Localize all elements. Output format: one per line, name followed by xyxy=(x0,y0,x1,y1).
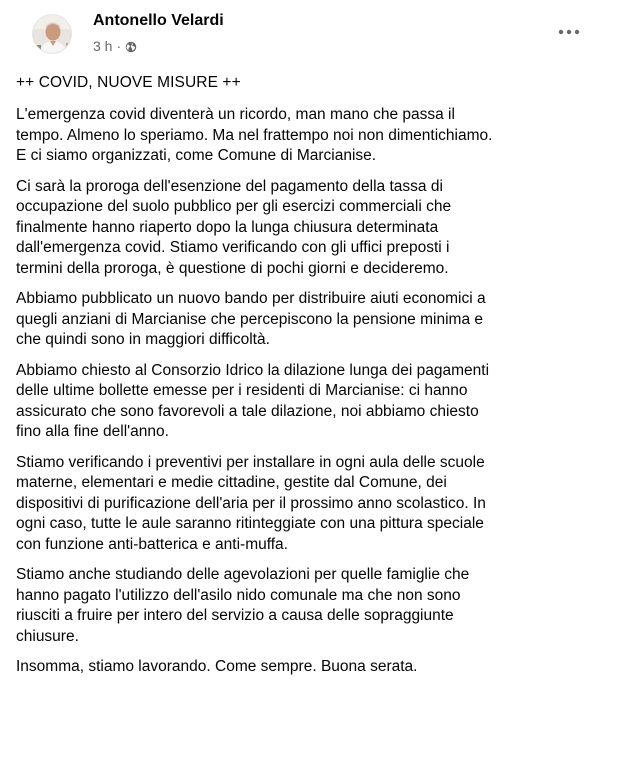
avatar-photo xyxy=(33,15,72,54)
post-paragraph: Abbiamo chiesto al Consorzio Idrico la dilazione lunga dei pagamenti delle ultime bollette emesse per i residenti di Marcianise: ci hanno assicurato che sono favorevoli a tale dilazione, noi abbiamo chiesto fino alla fine dell'anno. xyxy=(16,361,490,440)
author-name[interactable]: Antonello Velardi xyxy=(93,12,224,29)
post-header xyxy=(16,0,601,64)
post-body xyxy=(16,105,606,688)
globe-icon[interactable] xyxy=(125,40,137,52)
post-paragraph: Ci sarà la proroga dell'esenzione del pagamento della tassa di occupazione del suolo pubblico per gli esercizi commerciali che finalmente hanno riaperto dopo la lunga chiusura determinata dall'emergenza covid. Stiamo verificando con gli uffici preposti i termini della proroga, è questione di pochi giorni e decideremo. xyxy=(16,177,452,277)
more-options-icon[interactable] xyxy=(551,18,587,46)
post-title: ++ COVID, NUOVE MISURE ++ xyxy=(16,74,241,91)
post-paragraph: Abbiamo pubblicato un nuovo bando per distribuire aiuti economici a quegli anziani di Marcianise che percepiscono la pensione minima e che quindi sono in maggiori difficoltà. xyxy=(16,290,486,348)
post-paragraph: Insomma, stiamo lavorando. Come sempre. Buona serata. xyxy=(16,658,418,675)
post-timestamp[interactable]: 3 h xyxy=(93,38,113,54)
meta-separator: · xyxy=(116,38,122,54)
post-paragraph: L'emergenza covid diventerà un ricordo, man mano che passa il tempo. Almeno lo speriamo. Ma nel frattempo noi non dimentichiamo. E ci siamo organizzati, come Comune di Marcianise. xyxy=(16,106,493,164)
post-paragraph: Stiamo anche studiando delle agevolazioni per quelle famiglie che hanno pagato l'utilizzo dell'asilo nido comunale ma che non sono riusciti a fruire per intero del servizio a causa delle sopraggiunte chiusure. xyxy=(16,566,470,645)
post-meta xyxy=(93,38,137,54)
author-avatar[interactable] xyxy=(32,14,72,54)
post-paragraph: Stiamo verificando i preventivi per installare in ogni aula delle scuole materne, elementari e medie cittadine, gestite dal Comune, dei dispositivi di purificazione dell'aria per il prossimo anno scolastico. In ogni caso, tutte le aule saranno ritinteggiate con una pittura speciale con funzione anti-batterica e anti-muffa. xyxy=(16,453,486,553)
